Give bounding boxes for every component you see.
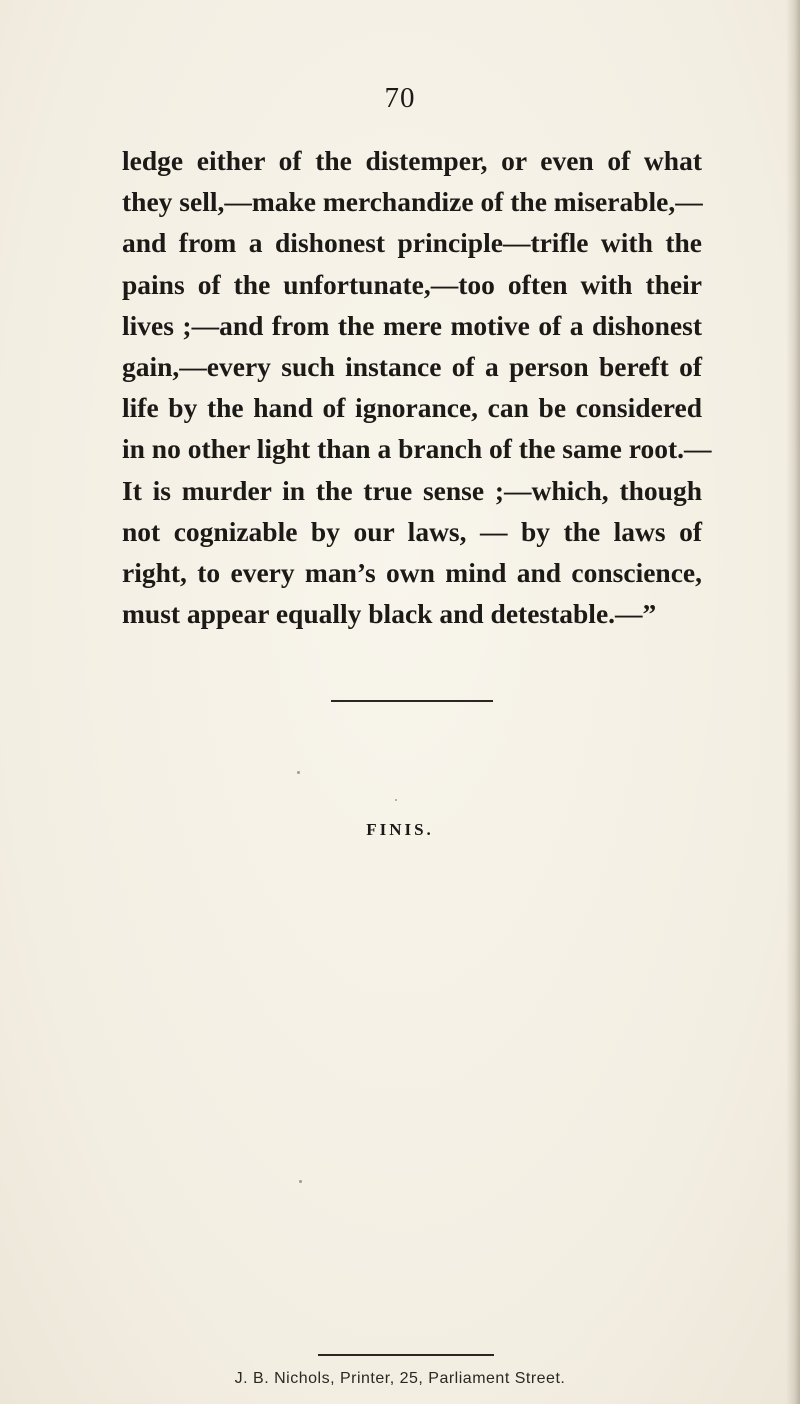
text-line: lives ;—and from the mere motive of a dishonest [122,309,702,341]
section-divider-rule [331,700,493,702]
imprint-rule [318,1354,494,1356]
text-line: life by the hand of ignorance, can be considered [122,392,702,424]
finis-heading: FINIS. [366,820,434,839]
body-text [122,140,712,634]
text-line: and from a dishonest principle—trifle with the [122,227,702,259]
text-line: gain,—every such instance of a person bereft of [122,350,702,382]
text-line: in no other light than a branch of the same root.— [122,433,712,465]
text-line: not cognizable by our laws, — by the laws of [122,515,702,547]
ink-speck [395,799,397,801]
text-line: they sell,—make merchandize of the miserable,— [122,186,703,218]
text-line: pains of the unfortunate,—too often with their [122,268,702,300]
text-line: must appear equally black and detestable.—” [122,598,657,630]
page-number: 70 [384,82,416,114]
printer-imprint: J. B. Nichols, Printer, 25, Parliament Street. [234,1370,566,1387]
ink-speck [297,771,300,774]
ink-speck [299,1180,302,1183]
text-line: ledge either of the distemper, or even of what [122,145,702,176]
text-line: right, to every man’s own mind and conscience, [122,556,702,588]
page-edge-shadow [786,0,800,1404]
text-line: It is murder in the true sense ;—which, though [122,474,702,506]
